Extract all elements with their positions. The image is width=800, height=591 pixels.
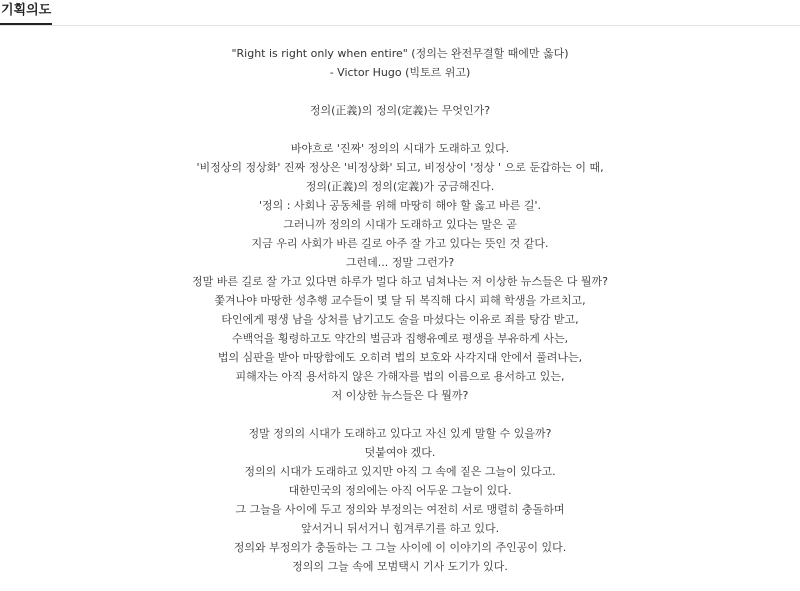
text-line: 타인에게 평생 남을 상처를 남기고도 술을 마셨다는 이유로 죄를 탕감 받고, — [221, 313, 579, 326]
blank-line — [0, 120, 800, 139]
text-line: 정의의 그늘 속에 모범택시 기사 도기가 있다. — [292, 560, 508, 573]
blank-line — [0, 82, 800, 101]
text-line: "Right is right only when entire" (정의는 완전무결할 때에만 옳다) — [231, 47, 569, 60]
text-line: 정말 정의의 시대가 도래하고 있다고 자신 있게 말할 수 있을까? — [248, 427, 552, 440]
text-line: 그 그늘을 사이에 두고 정의와 부정의는 여전히 서로 맹렬히 충돌하며 — [235, 503, 565, 516]
text-line: '비정상의 정상화' 진짜 정상은 '비정상화' 되고, 비정상이 '정상 ' 으로 둔갑하는 이 때, — [196, 161, 604, 174]
text-line: 쫓겨나야 마땅한 성추행 교수들이 몇 달 뒤 복직해 다시 피해 학생을 가르치고, — [214, 294, 586, 307]
text-line: 그런데... 정말 그런가? — [345, 256, 455, 269]
text-line: 법의 심판을 받아 마땅함에도 오히려 법의 보호와 사각지대 안에서 풀려나는, — [217, 351, 583, 364]
text-line: 덧붙여야 겠다. — [364, 446, 436, 459]
tab-bar — [0, 0, 800, 26]
text-line: '정의 : 사회나 공동체를 위해 마땅히 해야 할 옳고 바른 길'. — [259, 199, 541, 212]
text-line: 앞서거니 뒤서거니 힘겨루기를 하고 있다. — [300, 522, 500, 535]
tab-planning-intent[interactable]: 기획의도 — [0, 0, 52, 25]
text-line: 그러니까 정의의 시대가 도래하고 있다는 말은 곧 — [283, 218, 517, 231]
blank-line — [0, 405, 800, 424]
text-line: 정의의 시대가 도래하고 있지만 아직 그 속에 짙은 그늘이 있다고. — [244, 465, 556, 478]
text-line: 지금 우리 사회가 바른 길로 아주 잘 가고 있다는 뜻인 것 같다. — [251, 237, 549, 250]
text-line: 정의와 부정의가 충돌하는 그 그늘 사이에 이 이야기의 주인공이 있다. — [233, 541, 567, 554]
text-line: 정의(正義)의 정의(定義)는 무엇인가? — [309, 104, 491, 117]
text-line: 피해자는 아직 용서하지 않은 가해자를 법의 이름으로 용서하고 있는, — [235, 370, 565, 383]
text-line: - Victor Hugo (빅토르 위고) — [329, 66, 471, 79]
synopsis-text — [0, 44, 800, 576]
text-line: 저 이상한 뉴스들은 다 뭘까? — [331, 389, 469, 402]
text-line: 수백억을 횡령하고도 약간의 벌금과 집행유예로 평생을 부유하게 사는, — [231, 332, 569, 345]
text-line: 정의(正義)의 정의(定義)가 궁금해진다. — [305, 180, 495, 193]
text-line: 정말 바른 길로 잘 가고 있다면 하루가 멀다 하고 넘쳐나는 저 이상한 뉴스들은 다 뭘까? — [191, 275, 609, 288]
text-line: 대한민국의 정의에는 아직 어두운 그늘이 있다. — [288, 484, 512, 497]
text-line: 바야흐로 '진짜' 정의의 시대가 도래하고 있다. — [290, 142, 510, 155]
